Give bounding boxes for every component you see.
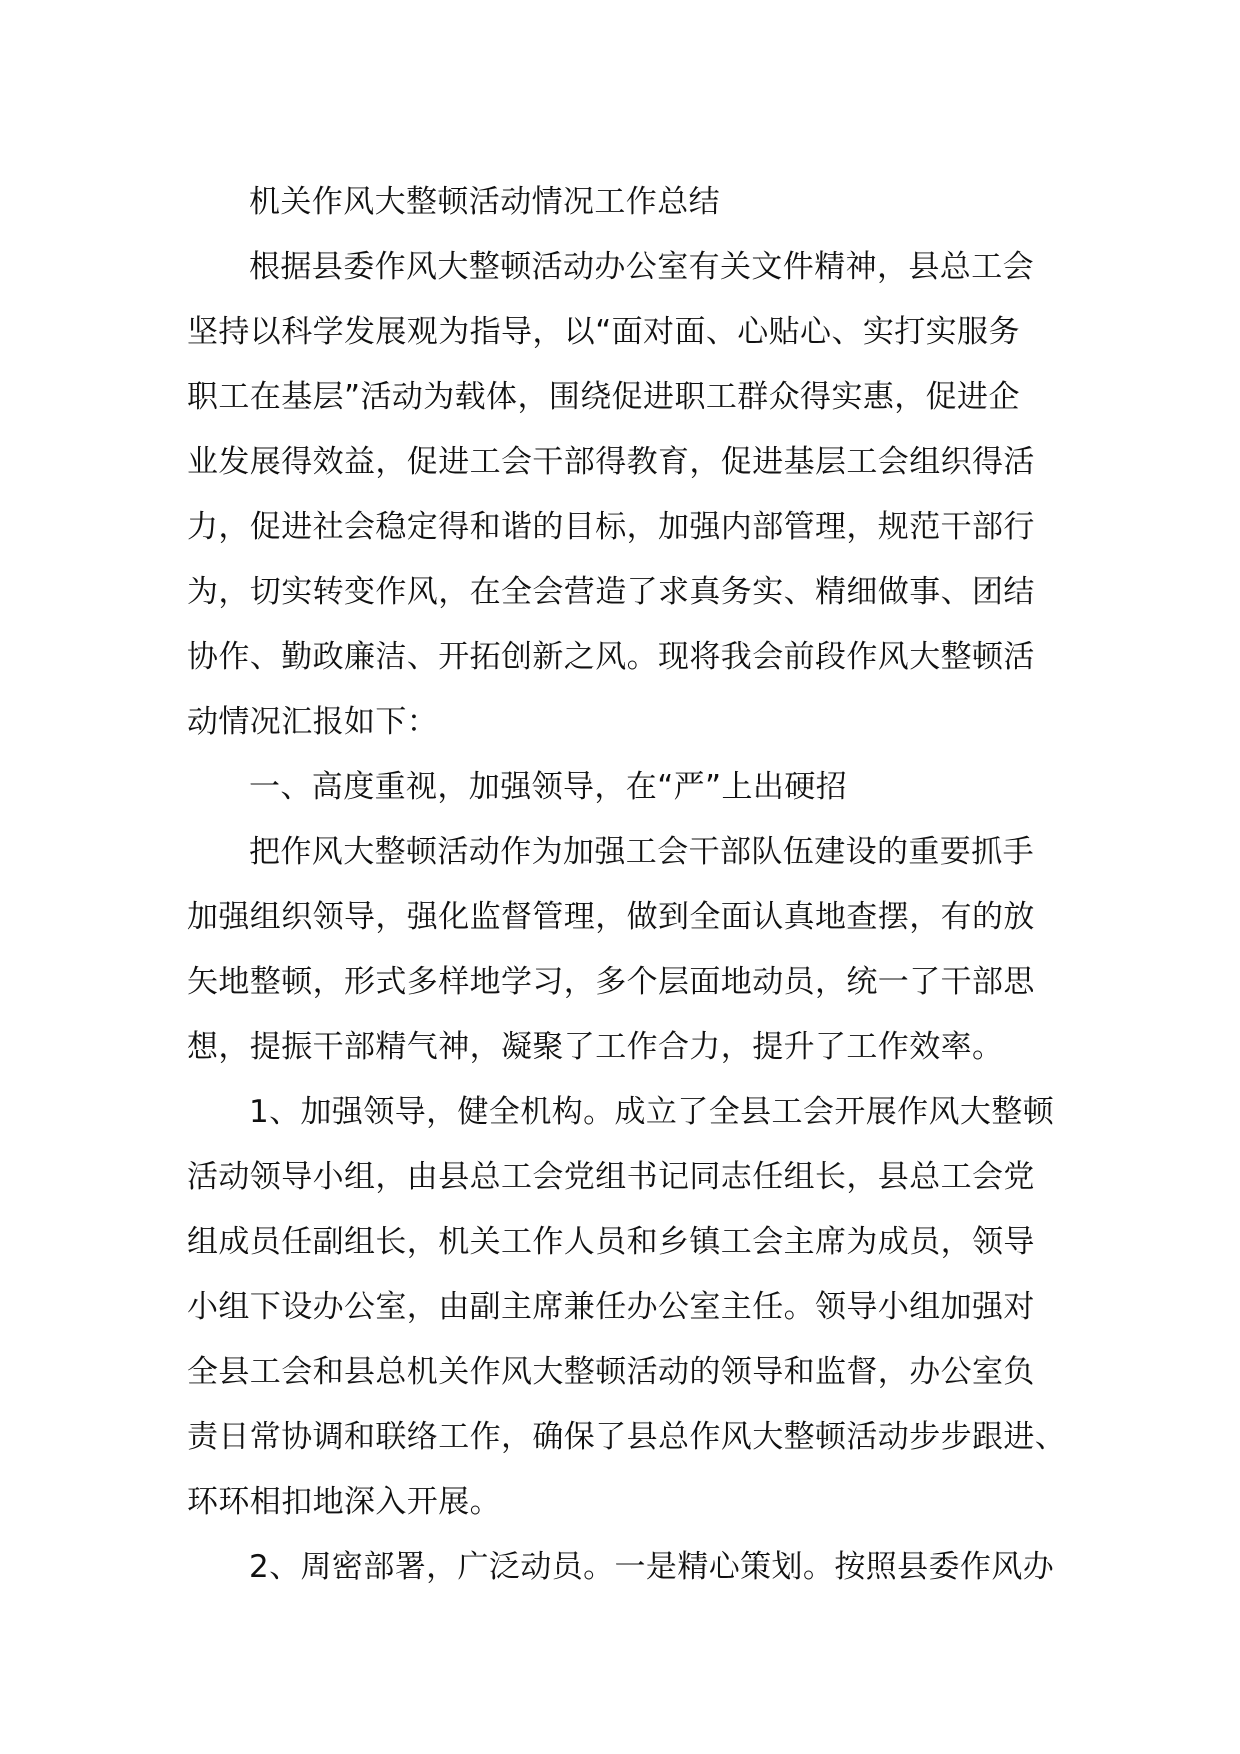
paragraph-line: 根据县委作风大整顿活动办公室有关文件精神，县总工会	[249, 249, 1034, 285]
paragraph-line: 矢地整顿，形式多样地学习，多个层面地动员，统一了干部思	[187, 964, 1035, 1000]
paragraph-line: 环环相扣地深入开展。	[187, 1484, 501, 1520]
paragraph-line: 加强组织领导，强化监督管理，做到全面认真地查摆，有的放	[187, 899, 1035, 935]
paragraph-line: 把作风大整顿活动作为加强工会干部队伍建设的重要抓手	[249, 834, 1034, 870]
section-heading: 一、高度重视，加强领导，在“严”上出硬招	[249, 769, 848, 805]
paragraph-line: 动情况汇报如下：	[187, 704, 439, 740]
paragraph-line: 业发展得效益，促进工会干部得教育，促进基层工会组织得活	[187, 444, 1035, 480]
paragraph-section-overview	[187, 820, 1067, 1080]
document-body	[187, 170, 1067, 1600]
paragraph-line: 组成员任副组长，机关工作人员和乡镇工会主席为成员，领导	[187, 1224, 1035, 1260]
paragraph-intro	[187, 235, 1067, 755]
paragraph-line: 全县工会和县总机关作风大整顿活动的领导和监督，办公室负	[187, 1354, 1035, 1390]
paragraph-line: 为，切实转变作风，在全会营造了求真务实、精细做事、团结	[187, 574, 1035, 610]
paragraph-line: 坚持以科学发展观为指导，以“面对面、心贴心、实打实服务	[187, 314, 1020, 350]
paragraph-item-2	[187, 1535, 1067, 1600]
paragraph-line: 职工在基层”活动为载体，围绕促进职工群众得实惠，促进企	[187, 379, 1020, 415]
paragraph-line: 1、加强领导，健全机构。成立了全县工会开展作风大整顿	[249, 1094, 1055, 1130]
paragraph-line: 2、周密部署，广泛动员。一是精心策划。按照县委作风办	[249, 1549, 1055, 1585]
paragraph-item-1	[187, 1080, 1067, 1535]
document-title: 机关作风大整顿活动情况工作总结	[249, 184, 720, 220]
paragraph-line: 力，促进社会稳定得和谐的目标，加强内部管理，规范干部行	[187, 509, 1035, 545]
paragraph-line: 活动领导小组，由县总工会党组书记同志任组长，县总工会党	[187, 1159, 1035, 1195]
paragraph-line: 责日常协调和联络工作，确保了县总作风大整顿活动步步跟进、	[187, 1419, 1067, 1455]
paragraph-line: 协作、勤政廉洁、开拓创新之风。现将我会前段作风大整顿活	[187, 639, 1035, 675]
paragraph-line: 小组下设办公室，由副主席兼任办公室主任。领导小组加强对	[187, 1289, 1035, 1325]
paragraph-line: 想，提振干部精气神，凝聚了工作合力，提升了工作效率。	[187, 1029, 1004, 1065]
